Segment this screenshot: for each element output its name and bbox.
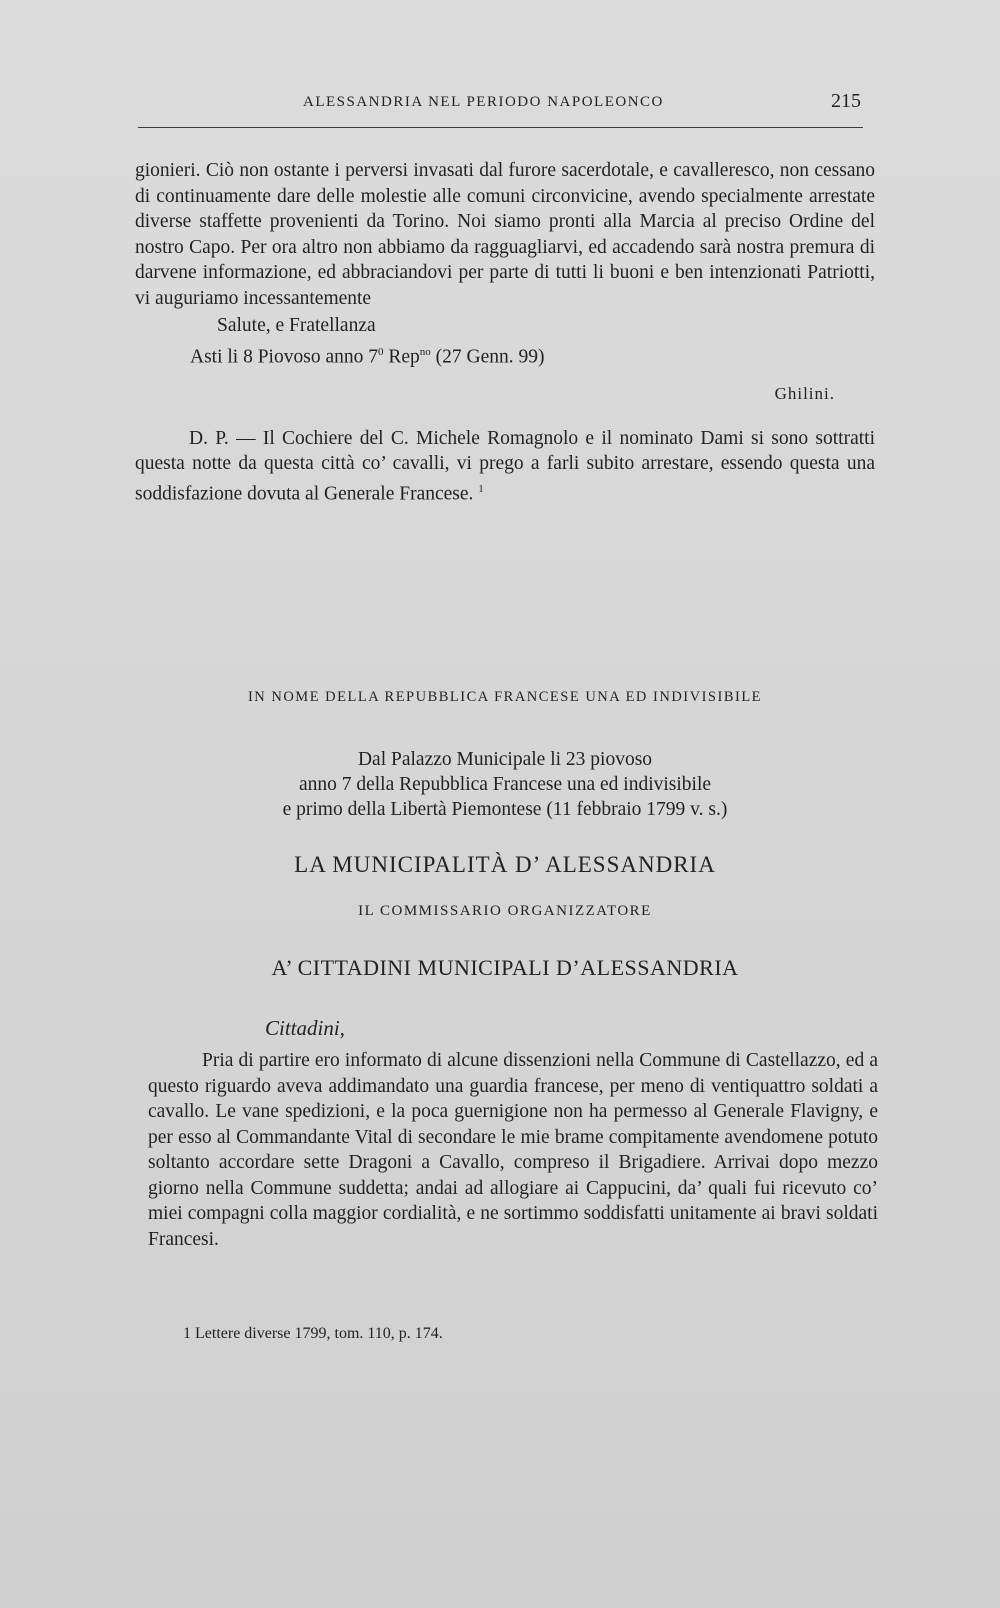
dateline <box>135 340 875 370</box>
header-rule <box>138 127 863 128</box>
page-header <box>138 90 863 130</box>
proclamation-dateline <box>135 747 875 822</box>
proclamation-title: LA MUNICIPALITÀ D’ ALESSANDRIA <box>294 852 716 877</box>
signature: Ghilini. <box>774 383 835 403</box>
proclamation-subtitle: IL COMMISSARIO ORGANIZZATORE <box>358 903 652 919</box>
dateline-superscript: no <box>419 346 431 358</box>
dateline-line: Dal Palazzo Municipale li 23 piovoso <box>357 749 653 770</box>
closing-salute: Salute, e Fratellanza <box>217 315 376 336</box>
dateline-line: e primo della Libertà Piemontese (11 febbraio 1799 v. s.) <box>282 799 728 820</box>
dateline-part: Rep <box>383 346 420 368</box>
dateline-part: Asti li 8 Piovoso anno 7 <box>190 346 378 368</box>
dateline-line: anno 7 della Repubblica Francese una ed indivisibile <box>298 774 712 795</box>
continuation-paragraph: gionieri. Ciò non ostante i perversi invasati dal furore sacerdotale, e cavalleresco, non cessano di continuamente dare delle molestie alle comuni circonvicine, avendo specialmente arrestate diverse staffette provenienti da Torino. Noi siamo pronti alla Marcia al preciso Ordine del nostro Capo. Per ora altro non abbiamo da ragguagliarvi, ed accadendo sarà nostra premura di darvene informazione, ed abbraciandovi per parte di tutti li buoni e ben intenzionati Patriotti, vi auguriamo incessantemente <box>135 160 875 309</box>
dateline-part: (27 Genn. 99) <box>430 346 545 368</box>
running-head: ALESSANDRIA NEL PERIODO NAPOLEONCO <box>303 94 664 110</box>
page-number: 215 <box>831 90 861 112</box>
body-paragraph: Pria di partire ero informato di alcune dissenzioni nella Commune di Castellazzo, ed a questo riguardo aveva addimandato una guardia francese, per meno di ventiquattro soldati a cavallo. Le vane spedizioni, e la poca guernigione non ha permesso al Generale Flavigny, e per esso al Commandante Vital di secondare le mie brame compitamente avendomene potuto soltanto accordare sette Dragoni a Cavallo, compreso il Brigadiere. Arrivai dopo mezzo giorno nella Commune suddetta; andai ad allogiare ai Cappucini, da’ quali fui ricevuto co’ miei compagni colla maggior cordialità, e ne sortimmo soddisfatti unitamente ai bravi soldati Francesi. <box>148 1050 878 1250</box>
letter-continuation <box>135 158 875 507</box>
footnote-marker: 1 <box>478 482 484 495</box>
postscript <box>135 426 875 507</box>
footnote: 1 Lettere diverse 1799, tom. 110, p. 174. <box>183 1325 443 1342</box>
proclamation-heading: IN NOME DELLA REPUBBLICA FRANCESE UNA ED INDIVISIBILE <box>247 689 763 705</box>
dateline-superscript: 0 <box>377 346 384 358</box>
proclamation-body <box>148 1048 878 1252</box>
postscript-text: D. P. — Il Cochiere del C. Michele Romagnolo e il nominato Dami si sono sottratti questa notte da questa città co’ cavalli, vi prego a farli subito arrestare, essendo questa una soddisfazione dovuta al Generale Francese. <box>135 427 875 504</box>
salutation: Cittadini, <box>265 1016 345 1040</box>
proclamation-addressee: A’ CITTADINI MUNICIPALI D’ALESSANDRIA <box>271 955 739 980</box>
